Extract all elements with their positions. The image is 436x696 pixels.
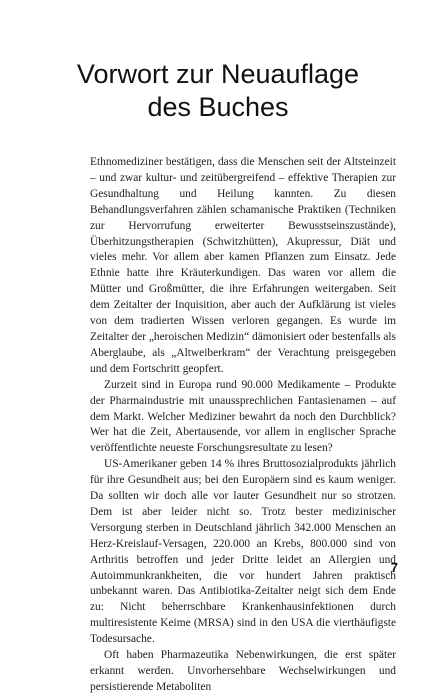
title-line-2: des Buches: [147, 92, 289, 122]
body-text: [90, 155, 396, 696]
title-line-1: Vorwort zur Neuauflage: [76, 59, 360, 89]
paragraph-3: US-Amerikaner geben 14 % ihres Bruttosozialprodukts jährlich für ihre Gesundheit aus; bei den Europäern sind es kaum weniger. Da sollten wir doch alle vor lauter Gesundheit nur so strotzen. Dem ist aber leider nicht so. Trotz bester medizinischer Versorgung sterben in Deutschland jährlich 342.000 Menschen an Herz-Kreislauf-Versagen, 220.000 an Krebs, 800.000 sind von Arthritis betroffen und jeder Dritte leidet an Allergien und Autoimmunkrankheiten, die vor hundert Jahren praktisch unbekannt waren. Das Antibiotika-Zeitalter neigt sich dem Ende zu: Nicht beherrschbare Krankenhausinfektionen durch multiresistente Keime (MRSA) sind in den USA die vierthäufigste Todesursache.: [90, 458, 396, 646]
paragraph-4: Oft haben Pharmazeutika Nebenwirkungen, die erst später erkannt werden. Unvorhersehbare Wechselwirkungen und persistierende Metaboliten: [90, 649, 396, 693]
page-title: [60, 58, 376, 124]
paragraph-1: Ethnomediziner bestätigen, dass die Menschen seit der Altsteinzeit – und zwar kultur- und zeitübergreifend – effektive Therapien zur Gesundhaltung und Heilung kannten. Zu diesen Behandlungsverfahren zählen schamanische Praktiken (Techniken zur Hervorrufung erweiterter Bewusstseinszustände), Überhitzungstherapien (Schwitzhütten), Akupressur, Diät und vieles mehr. Vor allem aber kamen Pflanzen zum Einsatz. Jede Ethnie hatte ihre Kräuterkundigen. Das waren vor allem die Mütter und Großmütter, die ihre Erfahrungen weitergaben. Seit dem Zeitalter der Inquisition, aber auch der Aufklärung ist vieles von dem tradierten Wissen verloren gegangen. Es wurde im Zeitalter der „heroischen Medizin“ dämonisiert oder bestenfalls als Aberglaube, als „Altweiberkram“ der Verachtung preisgegeben und dem Fortschritt geopfert.: [90, 156, 396, 375]
paragraph-2: Zurzeit sind in Europa rund 90.000 Medikamente – Produkte der Pharmaindustrie mit unaussprechlichen Fantasienamen – auf dem Markt. Welcher Mediziner bewahrt da noch den Durchblick? Wer hat die Zeit, Abertausende, vor allem in englischer Sprache veröffentlichte neueste Forschungsresultate zu lesen?: [90, 378, 396, 455]
page-number: 7: [390, 560, 398, 575]
